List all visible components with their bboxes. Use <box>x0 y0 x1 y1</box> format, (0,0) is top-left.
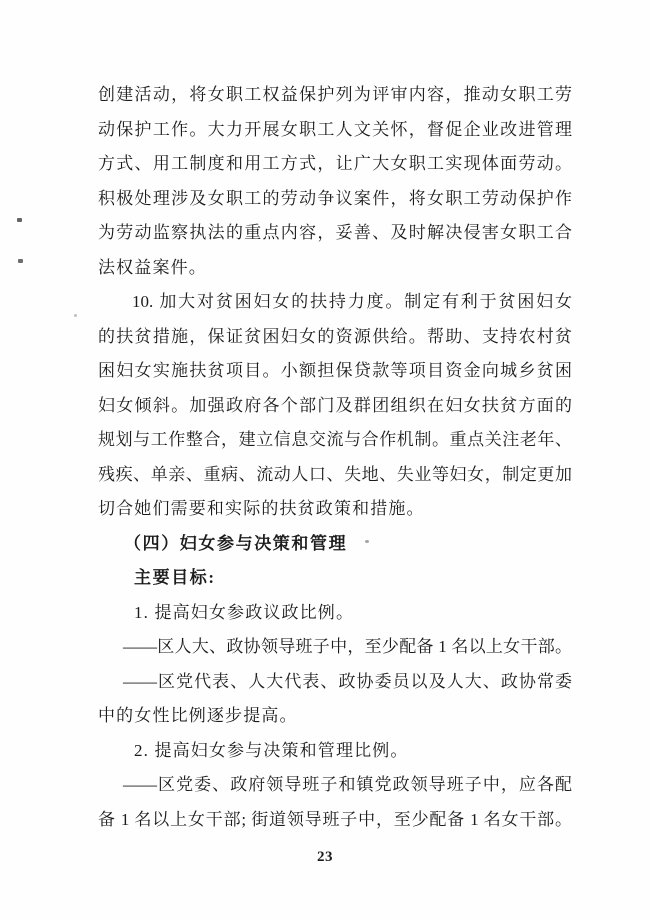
text-line: 为劳动监察执法的重点内容，妥善、及时解决侵害女职工合 <box>98 223 572 242</box>
text-line: 1. 提高妇女参政议政比例。 <box>134 602 355 622</box>
text-line: 妇女倾斜。加强政府各个部门及群团组织在妇女扶贫方面的 <box>98 395 572 415</box>
text-line: 2. 提高妇女参与决策和管理比例。 <box>134 740 409 760</box>
text-line: 动保护工作。大力开展女职工人文关怀，督促企业改进管理 <box>98 119 572 139</box>
text-line: 规划与工作整合，建立信息交流与合作机制。重点关注老年、 <box>98 430 572 449</box>
scan-speck <box>17 218 22 222</box>
text-line: 切合她们需要和实际的扶贫政策和措施。 <box>98 499 425 518</box>
heading-line: （四）妇女参与决策和管理 <box>124 533 348 553</box>
document-body <box>98 78 572 837</box>
text-line: ——区党委、政府领导班子和镇党政领导班子中，应各配 <box>123 775 572 794</box>
text-line: 困妇女实施扶贫项目。小额担保贷款等项目资金向城乡贫困 <box>98 361 572 380</box>
scan-speck <box>365 540 369 543</box>
heading-line: 主要目标: <box>134 568 216 587</box>
text-line: 积极处理涉及女职工的劳动争议案件，将女职工劳动保护作 <box>98 188 572 208</box>
scan-speck <box>18 259 23 263</box>
text-line: 中的女性比例逐步提高。 <box>98 706 298 725</box>
text-line: 的扶贫措施，保证贫困妇女的资源供给。帮助、支持农村贫 <box>98 326 572 346</box>
text-line: 10. 加大对贫困妇女的扶持力度。制定有利于贫困妇女 <box>132 292 572 311</box>
text-line: 法权益案件。 <box>98 257 207 277</box>
text-line: 创建活动，将女职工权益保护列为评审内容，推动女职工劳 <box>98 85 572 104</box>
text-line: 残疾、单亲、重病、流动人口、失地、失业等妇女，制定更加 <box>98 464 572 484</box>
text-line: 方式、用工制度和用工方式，让广大女职工实现体面劳动。 <box>98 154 572 173</box>
scan-speck <box>74 314 77 317</box>
text-line: ——区党代表、人大代表、政协委员以及人大、政协常委 <box>123 671 572 691</box>
page-number: 23 <box>317 849 333 865</box>
text-line: ——区人大、政协领导班子中，至少配备 1 名以上女干部。 <box>123 637 572 656</box>
text-line: 备 1 名以上女干部; 街道领导班子中，至少配备 1 名女干部。 <box>98 809 572 829</box>
